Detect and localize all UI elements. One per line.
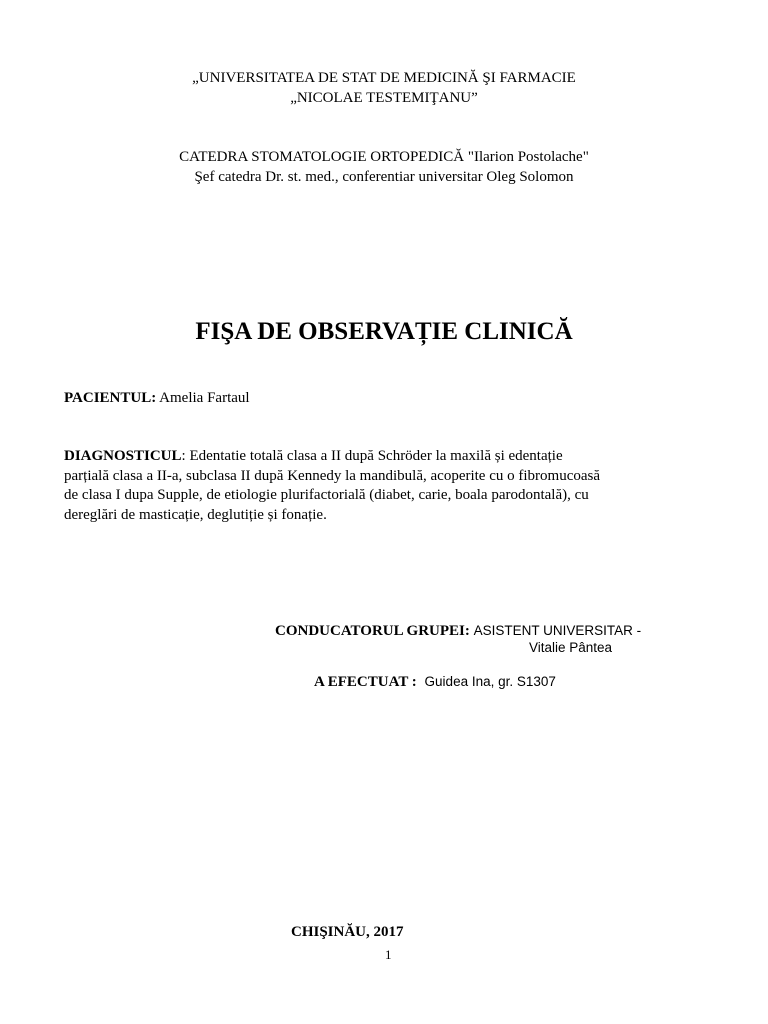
diagnosis-line-1 bbox=[64, 447, 709, 467]
patient-name: Amelia Fartaul bbox=[159, 390, 250, 406]
patient-label: PACIENTUL: bbox=[64, 390, 157, 406]
diagnosis-line-2: parțială clasa a II-a, subclasa II după Kennedy la mandibulă, acoperite cu o fibromucoasă bbox=[64, 467, 601, 484]
head-of-department-line: Şef catedra Dr. st. med., conferentiar universitar Oleg Solomon bbox=[194, 169, 574, 185]
university-line-2: „NICOLAE TESTEMIŢANU” bbox=[290, 90, 478, 106]
patient-line bbox=[64, 388, 250, 408]
diagnosis-line-4: dereglări de masticație, deglutiție și fonație. bbox=[64, 506, 327, 523]
diagnosis-paragraph bbox=[64, 447, 709, 525]
university-line-1: „UNIVERSITATEA DE STAT DE MEDICINĂ ŞI FARMACIE bbox=[192, 70, 576, 86]
diagnosis-text-1: : Edentatie totală clasa a II după Schröder la maxilă și edentație bbox=[181, 448, 563, 464]
page-number: 1 bbox=[385, 947, 392, 962]
supervisor-label: CONDUCATORUL GRUPEI: bbox=[275, 623, 470, 639]
supervisor-title: ASISTENT UNIVERSITAR - bbox=[473, 623, 642, 638]
author-value: Guidea Ina, gr. S1307 bbox=[424, 674, 556, 689]
place-and-date: CHIŞINĂU, 2017 bbox=[291, 924, 404, 940]
supervisor-line bbox=[275, 621, 641, 641]
document-title: FIŞA DE OBSERVAȚIE CLINICĂ bbox=[195, 318, 573, 345]
diagnosis-label: DIAGNOSTICUL bbox=[64, 448, 182, 464]
department-line: CATEDRA STOMATOLOGIE ORTOPEDICĂ "Ilarion Postolache" bbox=[179, 149, 589, 165]
author-label: A EFECTUAT : bbox=[314, 674, 417, 690]
author-line bbox=[314, 672, 556, 692]
supervisor-name: Vitalie Pântea bbox=[529, 640, 613, 655]
diagnosis-line-3: de clasa I dupa Supple, de etiologie plurifactorială (diabet, carie, boala parodontală), cu bbox=[64, 487, 589, 503]
